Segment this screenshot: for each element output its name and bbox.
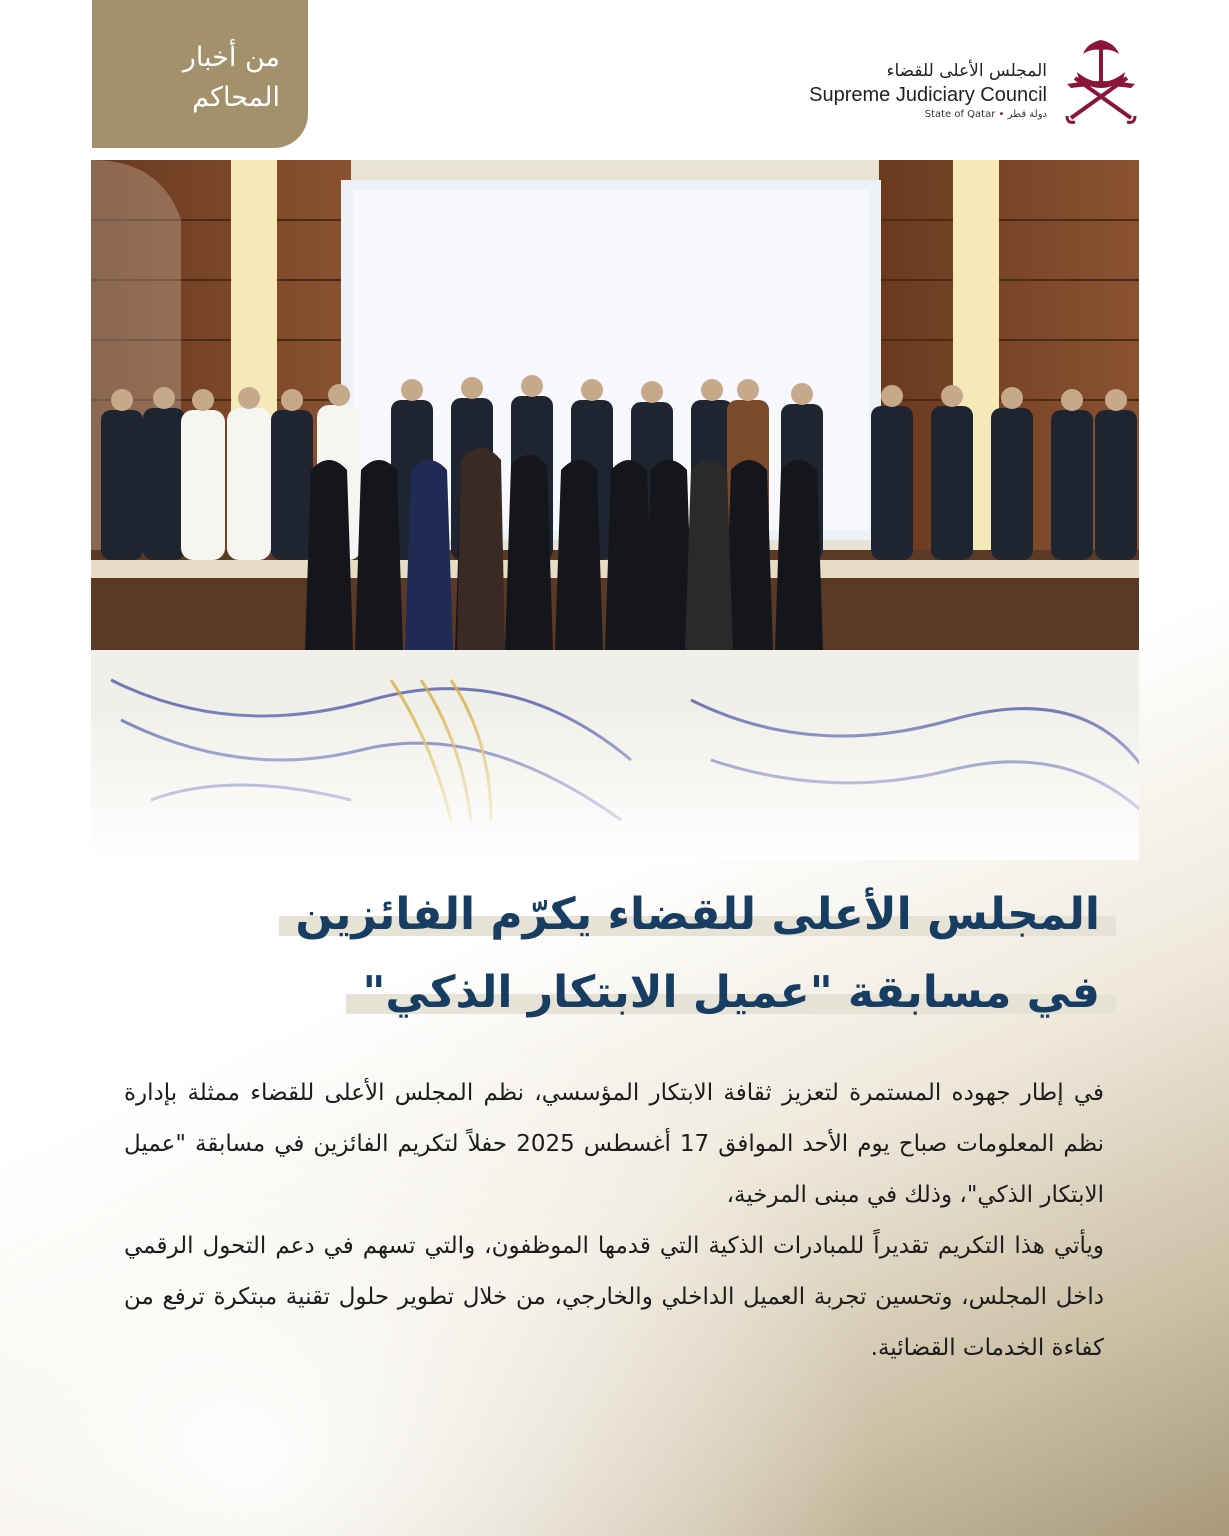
council-name-arabic: المجلس الأعلى للقضاء <box>886 61 1047 81</box>
badge-line-1: من أخبار <box>182 42 280 73</box>
headline-line-2: في مسابقة "عميل الابتكار الذكي" <box>358 958 1104 1028</box>
news-category-badge <box>92 0 308 148</box>
headline <box>124 880 1104 1036</box>
qatar-emblem-icon <box>1063 32 1139 128</box>
group-photo <box>91 160 1139 860</box>
council-name-english: Supreme Judiciary Council <box>809 84 1047 106</box>
council-logo <box>809 32 1139 132</box>
headline-line-1: المجلس الأعلى للقضاء يكرّم الفائزين <box>291 880 1104 950</box>
state-label <box>809 108 1047 122</box>
group-photo-illustration <box>91 160 1139 860</box>
article-body <box>124 1068 1104 1374</box>
state-label-ar: دولة قطر <box>1007 109 1047 120</box>
state-label-en: State of Qatar <box>924 109 996 120</box>
separator-dot-icon: • <box>998 109 1005 120</box>
badge-line-2: المحاكم <box>192 82 280 113</box>
article-paragraph-2: ويأتي هذا التكريم تقديراً للمبادرات الذكية التي قدمها الموظفون، والتي تسهم في دعم التحول الرقمي داخل المجلس، وتحسين تجربة العميل الداخلي والخارجي، من خلال تطوير حلول تقنية مبتكرة ترفع من كفاءة الخدمات القضائية. <box>124 1233 1104 1361</box>
article-paragraph-1: في إطار جهوده المستمرة لتعزيز ثقافة الابتكار المؤسسي، نظم المجلس الأعلى للقضاء ممثلة بإدارة نظم المعلومات صباح يوم الأحد الموافق 17 أغسطس 2025 حفلاً لتكريم الفائزين في مسابقة "عميل الابتكار الذكي"، وذلك في مبنى المرخية، <box>124 1080 1105 1208</box>
